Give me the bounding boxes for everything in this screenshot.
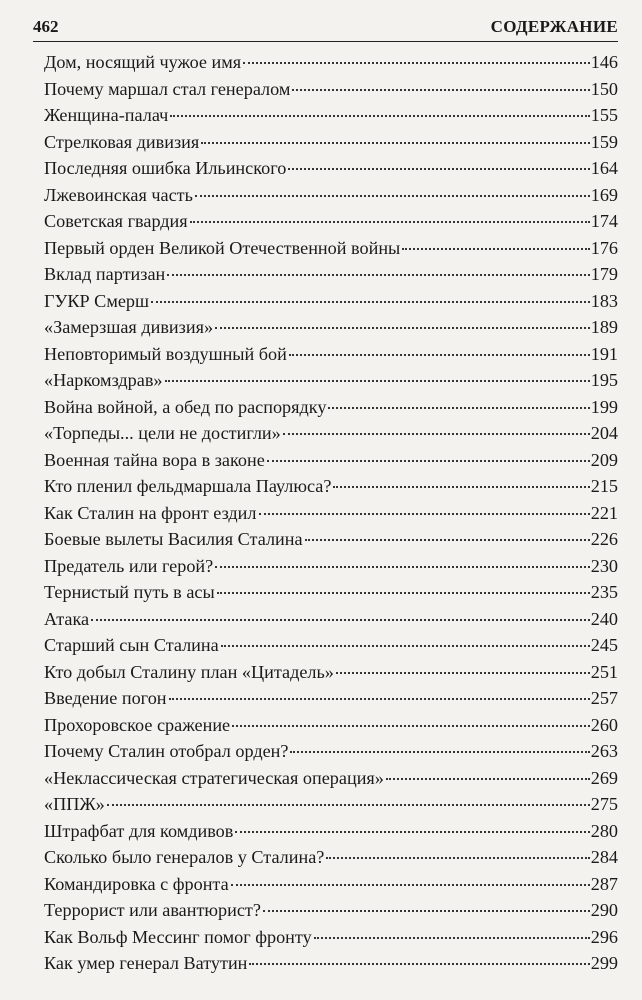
toc-entry [44, 685, 618, 712]
dot-leader [326, 857, 589, 859]
toc-entry-title: Как Вольф Мессинг помог фронту [44, 926, 312, 947]
toc-entry [44, 791, 618, 818]
toc-entry-page: 230 [590, 555, 618, 576]
toc-entry-page: 215 [590, 476, 618, 496]
toc-entry-title: Атака [44, 608, 90, 629]
dot-leader [289, 354, 590, 356]
toc-entry-title: «Наркомздрав» [44, 370, 163, 390]
toc-entry-page: 240 [590, 608, 618, 629]
dot-leader [91, 619, 590, 621]
toc-entry-title: Женщина-палач [44, 105, 169, 125]
toc-entry [44, 420, 618, 447]
dot-leader [107, 804, 590, 806]
toc-entry-page: 189 [590, 317, 618, 337]
page-number: 462 [33, 17, 59, 36]
toc-entry [44, 526, 618, 553]
toc-entry [44, 341, 618, 368]
toc-entry-page: 299 [590, 953, 618, 973]
dot-leader [232, 725, 590, 727]
toc-entry-title: Террорист или авантюрист? [44, 900, 261, 920]
toc-entry [44, 553, 618, 580]
toc-entry-page: 287 [590, 873, 618, 894]
dot-leader [169, 698, 590, 700]
dot-leader [336, 672, 590, 674]
dot-leader [243, 62, 590, 64]
dot-leader [217, 592, 590, 594]
dot-leader [151, 301, 590, 303]
toc-entry-title: Кто добыл Сталину план «Цитадель» [44, 661, 334, 682]
toc-entry [44, 659, 618, 686]
toc-entry-page: 164 [590, 158, 618, 178]
toc-entry-title: Старший сын Сталина [44, 635, 219, 655]
dot-leader [267, 460, 590, 462]
toc-entry-page: 263 [590, 741, 618, 761]
toc-entry-title: Неповторимый воздушный бой [44, 343, 287, 364]
toc-entry-page: 183 [590, 290, 618, 311]
toc-entry-title: Как Сталин на фронт ездил [44, 502, 257, 523]
toc-entry-title: Военная тайна вора в законе [44, 449, 265, 470]
dot-leader [305, 539, 590, 541]
toc-entry [44, 871, 618, 898]
toc-entry-page: 257 [590, 688, 618, 708]
dot-leader [288, 168, 589, 170]
toc-entry-page: 245 [590, 635, 618, 655]
toc-entry-page: 290 [590, 900, 618, 920]
toc-entry [44, 712, 618, 739]
toc-entry-page: 199 [590, 396, 618, 417]
toc-entry-page: 176 [590, 237, 618, 258]
toc-entry-title: Прохоровское сражение [44, 714, 231, 735]
toc-entry-title: Тернистый путь в асы [44, 582, 215, 602]
toc-entry-page: 174 [590, 211, 618, 231]
toc-entry [44, 155, 618, 182]
table-of-contents [44, 49, 618, 977]
toc-entry [44, 606, 618, 633]
dot-leader [190, 221, 590, 223]
toc-entry-title: Советская гвардия [44, 211, 188, 231]
toc-entry-title: Последняя ошибка Ильинского [44, 158, 287, 178]
toc-entry [44, 182, 618, 209]
toc-entry-title: «Неклассическая стратегическая операция» [44, 767, 384, 788]
toc-entry-title: Командировка с фронта [44, 873, 229, 894]
toc-entry [44, 314, 618, 341]
toc-entry-page: 195 [590, 370, 618, 390]
toc-entry-page: 150 [590, 78, 618, 99]
toc-entry-title: «ППЖ» [44, 794, 105, 814]
toc-entry-page: 209 [590, 449, 618, 470]
dot-leader [259, 513, 590, 515]
toc-entry-page: 260 [590, 714, 618, 735]
dot-leader [283, 433, 590, 435]
toc-entry [44, 818, 618, 845]
toc-entry [44, 367, 618, 394]
toc-entry-title: Сколько было генералов у Сталина? [44, 847, 325, 867]
dot-leader [386, 778, 590, 780]
dot-leader [292, 89, 589, 91]
dot-leader [231, 884, 590, 886]
dot-leader [221, 645, 590, 647]
dot-leader [290, 751, 589, 753]
toc-entry [44, 76, 618, 103]
toc-entry-page: 226 [590, 529, 618, 549]
toc-entry [44, 49, 618, 76]
dot-leader [402, 248, 589, 250]
toc-entry [44, 129, 618, 156]
toc-entry [44, 500, 618, 527]
running-head: СОДЕРЖАНИЕ [490, 17, 618, 36]
toc-entry [44, 473, 618, 500]
dot-leader [201, 142, 589, 144]
toc-entry-title: Война войной, а обед по распорядку [44, 396, 327, 417]
toc-entry-page: 191 [590, 343, 618, 364]
dot-leader [263, 910, 590, 912]
toc-entry-page: 251 [590, 661, 618, 682]
toc-entry-title: Стрелковая дивизия [44, 131, 200, 152]
toc-entry-page: 269 [590, 767, 618, 788]
toc-entry [44, 632, 618, 659]
toc-entry-title: Вклад партизан [44, 264, 166, 284]
toc-entry [44, 950, 618, 977]
toc-entry-title: Боевые вылеты Василия Сталина [44, 529, 303, 549]
toc-entry [44, 765, 618, 792]
dot-leader [314, 937, 590, 939]
toc-entry-title: Штрафбат для комдивов [44, 820, 234, 841]
dot-leader [167, 274, 589, 276]
toc-entry-title: Первый орден Великой Отечественной войны [44, 237, 401, 258]
toc-entry-page: 146 [590, 52, 618, 72]
toc-entry-page: 159 [590, 131, 618, 152]
toc-entry-title: Предатель или герой? [44, 555, 214, 576]
toc-entry-page: 275 [590, 794, 618, 814]
toc-entry-page: 155 [590, 105, 618, 125]
toc-entry [44, 844, 618, 871]
toc-entry-title: Почему маршал стал генералом [44, 78, 291, 99]
toc-entry-title: Как умер генерал Ватутин [44, 953, 248, 973]
toc-entry [44, 579, 618, 606]
toc-entry-page: 284 [590, 847, 618, 867]
toc-entry-title: «Замерзшая дивизия» [44, 317, 214, 337]
dot-leader [333, 486, 589, 488]
toc-entry [44, 208, 618, 235]
toc-entry [44, 394, 618, 421]
dot-leader [215, 566, 589, 568]
dot-leader [195, 195, 590, 197]
toc-entry [44, 447, 618, 474]
toc-entry-title: Введение погон [44, 688, 167, 708]
toc-entry-title: ГУКР Смерш [44, 290, 149, 311]
toc-entry-page: 280 [590, 820, 618, 841]
toc-entry [44, 738, 618, 765]
toc-entry-page: 296 [590, 926, 618, 947]
toc-entry [44, 261, 618, 288]
dot-leader [328, 407, 589, 409]
toc-entry [44, 235, 618, 262]
toc-entry-page: 204 [590, 423, 618, 443]
toc-entry-page: 235 [590, 582, 618, 602]
toc-entry-page: 179 [590, 264, 618, 284]
toc-entry-title: «Торпеды... цели не достигли» [44, 423, 281, 443]
toc-entry [44, 897, 618, 924]
page-header [33, 17, 618, 42]
dot-leader [215, 327, 590, 329]
dot-leader [165, 380, 590, 382]
dot-leader [249, 963, 589, 965]
toc-entry-title: Почему Сталин отобрал орден? [44, 741, 289, 761]
toc-entry [44, 924, 618, 951]
dot-leader [235, 831, 589, 833]
toc-entry [44, 102, 618, 129]
toc-entry-page: 221 [590, 502, 618, 523]
toc-entry-title: Кто пленил фельдмаршала Паулюса? [44, 476, 332, 496]
toc-entry-title: Дом, носящий чужое имя [44, 52, 242, 72]
toc-entry [44, 288, 618, 315]
toc-entry-title: Лжевоинская часть [44, 184, 193, 205]
dot-leader [170, 115, 589, 117]
toc-entry-page: 169 [590, 184, 618, 205]
